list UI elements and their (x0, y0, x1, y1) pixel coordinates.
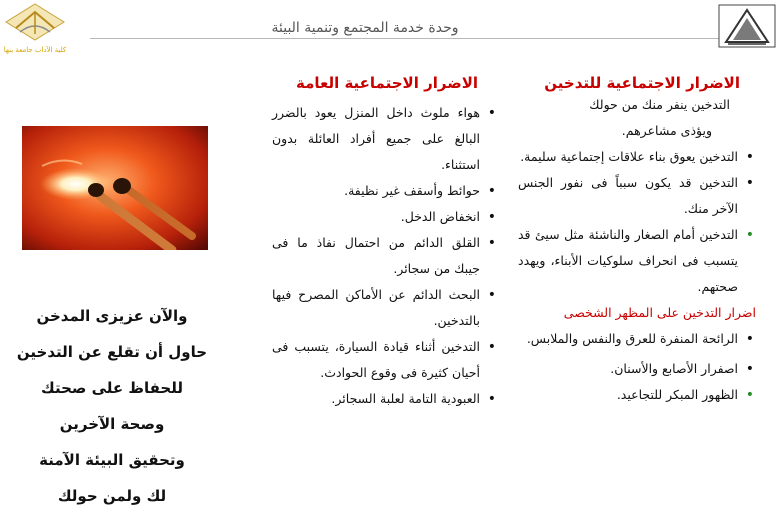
message-line: للحفاظ على صحتك (41, 379, 183, 397)
appearance-harms-list (518, 326, 756, 408)
general-harms-list (272, 100, 498, 412)
smoking-social-harms-section (518, 92, 756, 408)
appearance-harms-heading: اضرار التدخين على المظهر الشخصى (563, 305, 756, 320)
list-item: • التدخين يعوق بناء علاقات إجتماعية سليمة. (518, 144, 738, 170)
social-harms-list (518, 144, 756, 300)
university-logo (718, 4, 776, 48)
page-header-title: وحدة خدمة المجتمع وتنمية البيئة (271, 20, 459, 36)
message-line: لك ولمن حولك (57, 487, 167, 505)
message-line: والآن عزيزى المدخن (36, 307, 188, 325)
list-item: • انخفاض الدخل. (272, 204, 480, 230)
quit-smoking-message (12, 298, 212, 514)
header-divider (90, 38, 720, 39)
list-item: • التدخين قد يكون سبباً فى نفور الجنس الآخر منك. (518, 170, 738, 222)
message-line: وصحة الآخرين (59, 415, 165, 433)
smoking-social-harms-heading: الاضرار الاجتماعية للتدخين (544, 74, 740, 92)
general-social-harms-heading: الاضرار الاجتماعية العامة (295, 74, 478, 92)
list-item: • هواء ملوث داخل المنزل يعود بالضرر البالغ على جميع أفراد العائلة بدون استثناء. (272, 100, 480, 178)
list-item: • البحث الدائم عن الأماكن المصرح فيها بالتدخين. (272, 282, 480, 334)
list-item: • الظهور المبكر للتجاعيد. (518, 382, 738, 408)
list-item: • اصفرار الأصابع والأسنان. (518, 356, 738, 382)
intro-line-2: ويؤذى مشاعرهم. (621, 123, 712, 138)
general-social-harms-section (272, 100, 498, 412)
list-item: • حوائط وأسقف غير نظيفة. (272, 178, 480, 204)
message-line: حاول أن تقلع عن التدخين (16, 343, 208, 361)
message-line: وتحقيق البيئة الآمنة (39, 451, 185, 469)
list-item: • العبودية التامة لعلبة السجائر. (272, 386, 480, 412)
burning-matches-image (22, 126, 208, 250)
list-item: • القلق الدائم من احتمال نفاذ ما فى جيبك من سجائر. (272, 230, 480, 282)
list-item: • التدخين أثناء قيادة السيارة، يتسبب فى أحيان كثيرة فى وقوع الحوادث. (272, 334, 480, 386)
list-item: • الرائحة المنفرة للعرق والنفس والملابس. (518, 326, 738, 352)
faculty-logo-text: كلية الآداب جامعة بنها (3, 46, 67, 54)
list-item: • التدخين أمام الصغار والناشئة مثل سيئ قد يتسبب فى انحراف سلوكيات الأبناء، ويهدد صحتهم. (518, 222, 738, 300)
faculty-logo (2, 2, 68, 56)
intro-line-1: التدخين ينفر منك من حولك (589, 97, 730, 112)
